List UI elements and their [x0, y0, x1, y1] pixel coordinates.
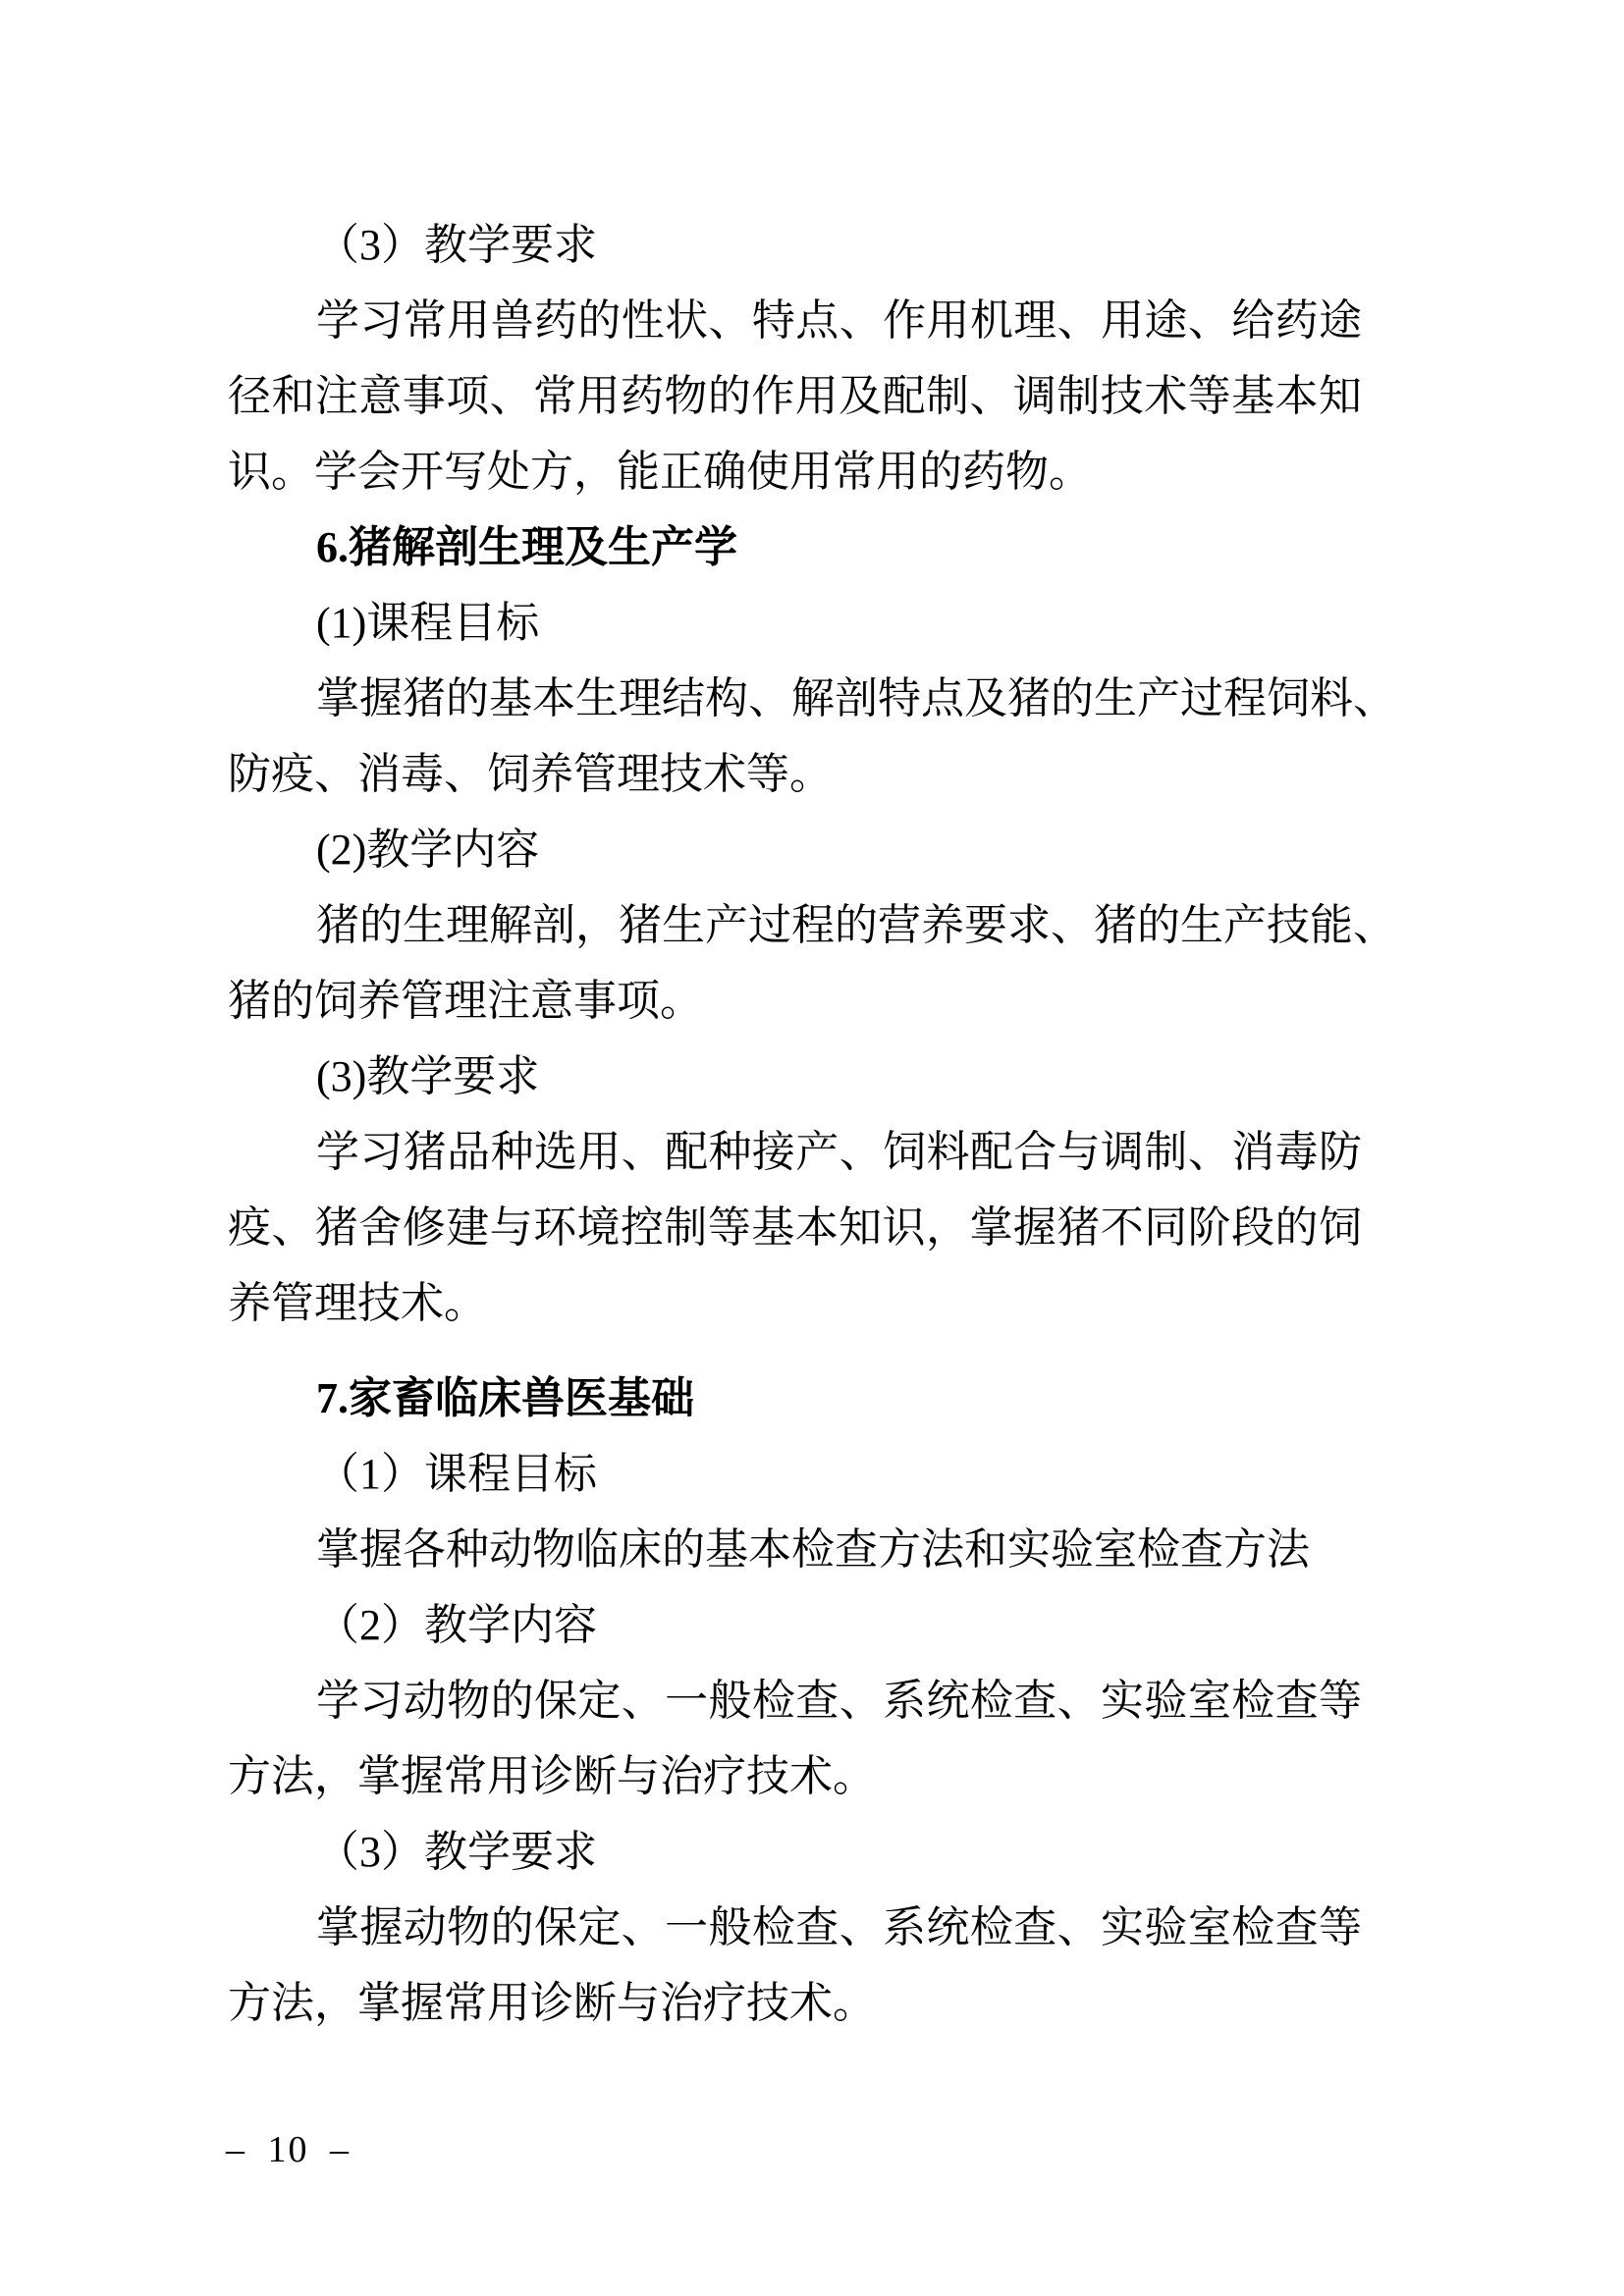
- section-heading: 7.家畜临床兽医基础: [316, 1374, 694, 1422]
- text-line: 疫、猪舍修建与环境控制等基本知识，掌握猪不同阶段的饲: [228, 1203, 1362, 1252]
- text-line: 方法，掌握常用诊断与治疗技术。: [228, 1979, 876, 2027]
- text-line: 掌握各种动物临床的基本检查方法和实验室检查方法: [316, 1525, 1310, 1574]
- text-line: 学习动物的保定、一般检查、系统检查、实验室检查等: [316, 1677, 1362, 1725]
- text-line: 识。学会开写处方，能正确使用常用的药物。: [228, 448, 1092, 496]
- text-line: 猪的饲养管理注意事项。: [228, 977, 703, 1025]
- text-line: 掌握猪的基本生理结构、解剖特点及猪的生产过程饲料、: [316, 674, 1396, 722]
- paragraph-label: (3)教学要求: [316, 1052, 540, 1100]
- text-line: 猪的生理解剖，猪生产过程的营养要求、猪的生产技能、: [316, 901, 1396, 949]
- text-line: 养管理技术。: [228, 1279, 487, 1327]
- document-body: [228, 207, 1396, 2041]
- text-line: 学习猪品种选用、配种接产、饲料配合与调制、消毒防: [316, 1128, 1362, 1176]
- text-line: 防疫、消毒、饲养管理技术等。: [228, 750, 833, 798]
- page-number: – 10 –: [226, 2129, 351, 2170]
- section-heading: 6.猪解剖生理及生产学: [316, 523, 737, 571]
- paragraph-label: （3）教学要求: [316, 1828, 597, 1876]
- text-line: 径和注意事项、常用药物的作用及配制、调制技术等基本知: [228, 372, 1362, 420]
- text-line: 掌握动物的保定、一般检查、系统检查、实验室检查等: [316, 1903, 1362, 1951]
- paragraph-label: （2）教学内容: [316, 1601, 597, 1649]
- paragraph-label: （3）教学要求: [316, 221, 597, 269]
- paragraph-label: (2)教学内容: [316, 826, 540, 874]
- paragraph-label: （1）课程目标: [316, 1450, 597, 1498]
- paragraph-label: (1)课程目标: [316, 599, 540, 647]
- text-line: 学习常用兽药的性状、特点、作用机理、用途、给药途: [316, 296, 1362, 345]
- text-line: 方法，掌握常用诊断与治疗技术。: [228, 1752, 876, 1800]
